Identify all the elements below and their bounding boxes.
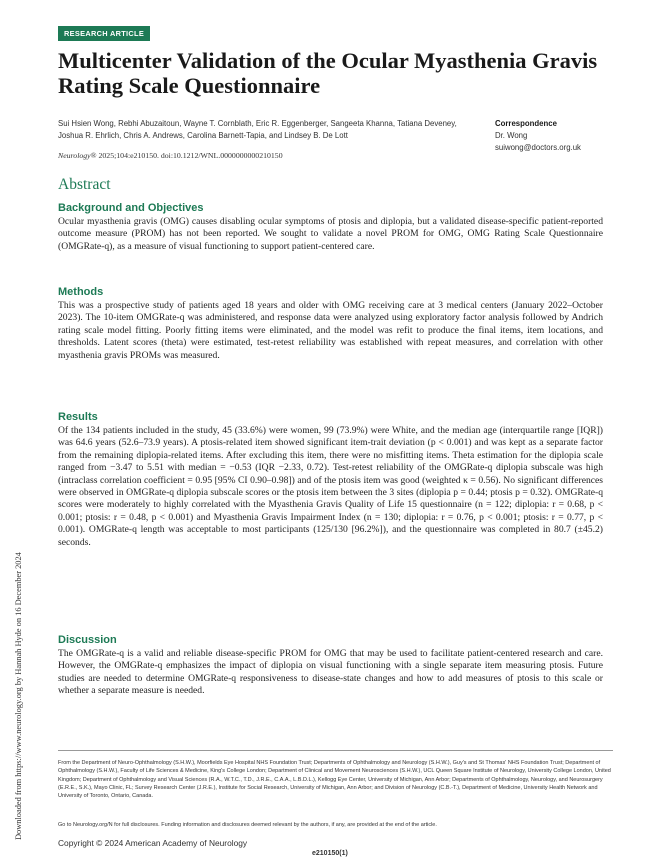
methods-text: This was a prospective study of patients aged 18 years and older with OMG receiving care at 3 medical centers (January 2022–October 2023). The 10-item OMGRate-q was administered, and response data were analyzed using exploratory factor analysis followed by Andrich rating scale model fitting. Poorly fitting items were eliminated, and the model was refit to produce the final items, item locations, and thresholds. Latent scores (theta) were estimated, test-retest reliability was established with repeat measures, and correlation with other myasthenia gravis PROMs was measured. [58, 300, 603, 361]
affiliations: From the Department of Neuro-Ophthalmology (S.H.W.), Moorfields Eye Hospital NHS Foundation Trust; Departments of Ophthalmology and Neurology (S.H.W.), Guy's and St Thomas' NHS Foundation Trust; Department of Ophthalmology (S.H.W.), Faculty of Life Sciences & Medicine, King's College London; Department of Clinical and Movement Neurosciences (S.H.W.), UCL Queen Square Institute of Neurology, University College London, United Kingdom; Department of Ophthalmology and Visual Sciences (R.A., W.T.C., T.D., J.R.E., C.A.A., L.B.D.L.), Kellogg Eye Center, University of Michigan, Ann Arbor; Departments of Ophthalmology, Neurology, and Neurosurgery (E.R.E., S.K.), Mayo Clinic, FL; Survey Research Center (J.R.E.), Institute for Social Research, University of Michigan, Ann Arbor; and Division of Neurology (C.B.-T.), Department of Medicine, University Health Network and University of Toronto, Ontario, Canada. [58, 760, 611, 800]
copyright: Copyright © 2024 American Academy of Neurology [58, 838, 248, 848]
background-heading: Background and Objectives [58, 202, 204, 214]
article-title: Multicenter Validation of the Ocular Myasthenia Gravis Rating Scale Questionnaire [58, 48, 598, 98]
correspondence-email[interactable]: suiwong@doctors.org.uk [495, 143, 581, 152]
methods-heading: Methods [58, 286, 104, 298]
author-list: Sui Hsien Wong, Rebhi Abuzaitoun, Wayne T. Cornblath, Eric R. Eggenberger, Sangeeta Khanna, Tatiana Deveney, Joshua R. Ehrlich, Chris A. Andrews, Carolina Barnett-Tapia, and Lindsey B. De Lott [58, 119, 457, 140]
discussion-text: The OMGRate-q is a valid and reliable disease-specific PROM for OMG that may be used to facilitate patient-centered research and care. However, the OMGRate-q emphasizes the impact of diplopia on visual functioning with a single separate item measuring ptosis. Future studies are needed to determine OMGRate-q responsiveness to disease-state changes and how to add measures of ptosis to this scale or whether a separate measure is needed. [58, 648, 603, 697]
correspondence-heading: Correspondence [495, 119, 557, 128]
page-number: e210150(1) [312, 850, 348, 857]
citation-details: ® 2025;104:e210150. doi:10.1212/WNL.0000000000210150 [90, 151, 283, 160]
results-text: Of the 134 patients included in the study, 45 (33.6%) were women, 99 (73.9%) were White, and the median age (interquartile range [IQR]) was 64.6 years (52.6–73.9 years). A ptosis-related item showed significant item-trait deviation (p < 0.001) and was kept as a separate factor from the remaining diplopia-related items. After excluding this item, there were no misfitting items. Theta estimation for the diplopia scale ranged from −3.47 to 5.51 with median = −0.53 (IQR −2.33, 0.72). Test-retest reliability of the OMGRate-q diplopia subscale was high (intraclass correlation coefficient = 0.95 [95% CI 0.90–0.98]) and of the ptosis item was good (weighted κ = 0.56). No significant differences were observed in OMGRate-q diplopia subscale scores or the ptosis item between the 3 sites (diplopia p = 0.44; ptosis p = 0.32). OMGRate-q scores were moderately to highly correlated with the Myasthenia Gravis Quality of Life 15 questionnaire (n = 122; diplopia: r = 0.68, p < 0.001; ptosis: r = 0.48, p < 0.001) and Myasthenia Gravis Impairment Index (n = 130; diplopia: r = 0.76, p < 0.001; ptosis: r = 0.77, p < 0.001). OMGRate-q length was acceptable to most participants (125/130 [96.2%]), and the questionnaire was completed in 80.7 (±45.2) seconds. [58, 425, 603, 548]
results-heading: Results [58, 411, 98, 423]
citation-line [58, 151, 478, 160]
article-type-badge: RESEARCH ARTICLE [58, 26, 150, 41]
journal-name: Neurology [58, 151, 91, 160]
correspondence-block [495, 118, 635, 154]
download-note: Downloaded from https://www.neurology.org by Hannah Hyde on 16 December 2024 [14, 552, 23, 840]
correspondence-name: Dr. Wong [495, 131, 528, 140]
disclosures-note: Go to Neurology.org/N for full disclosures. Funding information and disclosures deemed relevant by the authors, if any, are provided at the end of the article. [58, 822, 437, 828]
abstract-heading: Abstract [58, 176, 111, 193]
footer-divider [58, 750, 613, 751]
discussion-heading: Discussion [58, 634, 117, 646]
background-text: Ocular myasthenia gravis (OMG) causes disabling ocular symptoms of ptosis and diplopia, but a validated disease-specific patient-reported outcome measure (PROM) has not been reported. We sought to validate a novel PROM for OMG, OMG Rating Scale Questionnaire (OMGRate-q), as a measure of visual functioning to support patient-centered care. [58, 216, 603, 252]
